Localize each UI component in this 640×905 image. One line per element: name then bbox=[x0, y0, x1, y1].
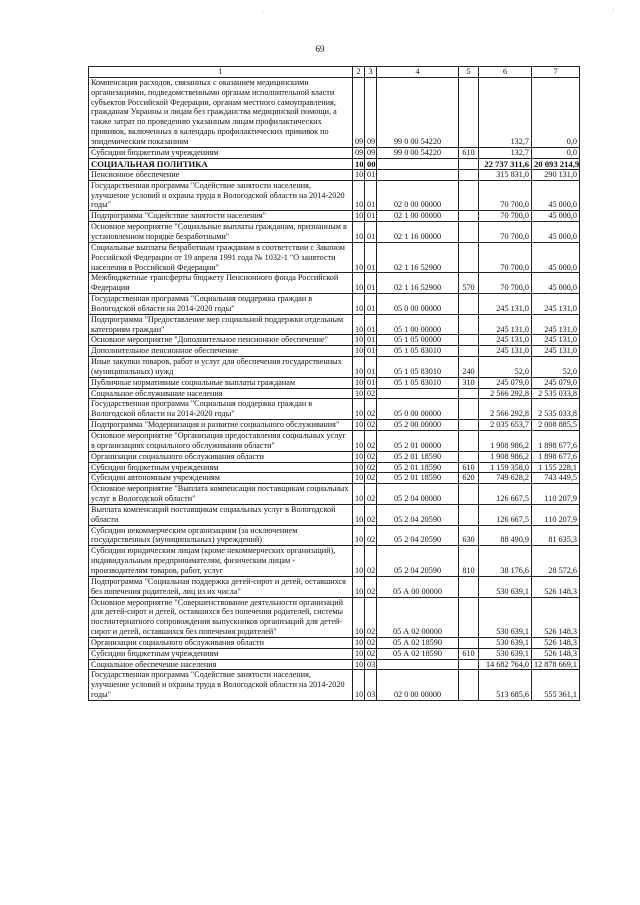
amount-2020-cell: 526 148,3 bbox=[532, 597, 580, 637]
subsection-code-cell: 02 bbox=[365, 473, 377, 484]
amount-2019-cell: 132,7 bbox=[479, 77, 532, 147]
section-code-cell: 10 bbox=[353, 294, 365, 315]
amount-2020-cell: 45 000,0 bbox=[532, 222, 580, 243]
target-article-cell bbox=[377, 388, 459, 399]
expense-type-cell bbox=[459, 211, 479, 222]
target-article-cell: 05 1 05 83010 bbox=[377, 377, 459, 388]
expense-type-cell bbox=[459, 222, 479, 243]
expense-type-cell: 310 bbox=[459, 377, 479, 388]
amount-2019-cell: 22 737 311,6 bbox=[479, 158, 532, 169]
amount-2020-cell: 245 131,0 bbox=[532, 294, 580, 315]
subsection-code-cell: 02 bbox=[365, 399, 377, 420]
row-name-cell: Субсидии некоммерческим организациям (за исключением государственных (муниципальных) учреждений) bbox=[89, 525, 353, 546]
row-name-cell: Государственная программа "Содействие занятости населения, улучшение условий и охраны труда в Вологодской области на 2014-2020 годы" bbox=[89, 670, 353, 701]
table-row bbox=[89, 648, 580, 659]
subsection-code-cell: 01 bbox=[365, 314, 377, 335]
table-row bbox=[89, 659, 580, 670]
target-article-cell: 05 1 00 00000 bbox=[377, 314, 459, 335]
expense-type-cell bbox=[459, 420, 479, 431]
table-row bbox=[89, 294, 580, 315]
expense-type-cell: 570 bbox=[459, 273, 479, 294]
expense-type-cell bbox=[459, 431, 479, 452]
amount-2019-cell: 88 490,9 bbox=[479, 525, 532, 546]
amount-2020-cell: 110 207,9 bbox=[532, 484, 580, 505]
subsection-code-cell: 03 bbox=[365, 670, 377, 701]
amount-2020-cell: 110 207,9 bbox=[532, 504, 580, 525]
section-code-cell: 10 bbox=[353, 462, 365, 473]
row-name-cell: Подпрограмма "Социальная поддержка детей-сирот и детей, оставшихся без попечения родителей, лиц из их числа" bbox=[89, 576, 353, 597]
section-code-cell: 10 bbox=[353, 346, 365, 357]
expense-type-cell bbox=[459, 335, 479, 346]
section-code-cell: 10 bbox=[353, 158, 365, 169]
row-name-cell: Государственная программа "Социальная поддержка граждан в Вологодской области на 2014-2020 годы" bbox=[89, 294, 353, 315]
target-article-cell: 99 0 00 54220 bbox=[377, 77, 459, 147]
target-article-cell: 05 2 01 18590 bbox=[377, 451, 459, 462]
expense-type-cell bbox=[459, 77, 479, 147]
table-row bbox=[89, 597, 580, 637]
row-name-cell: Основное мероприятие "Совершенствование деятельности организаций для детей-сирот и детей, оставшихся без попечения родителей, системы постинтернатного сопровождения выпускников организаций для детей-сирот и детей, оставшихся без попечения родителей" bbox=[89, 597, 353, 637]
amount-2020-cell: 12 878 669,1 bbox=[532, 659, 580, 670]
amount-2020-cell: 526 148,3 bbox=[532, 637, 580, 648]
target-article-cell: 05 2 04 20590 bbox=[377, 546, 459, 577]
expense-type-cell bbox=[459, 169, 479, 180]
target-article-cell: 05 0 00 00000 bbox=[377, 294, 459, 315]
amount-2019-cell: 2 566 292,8 bbox=[479, 388, 532, 399]
amount-2019-cell: 14 682 764,0 bbox=[479, 659, 532, 670]
row-name-cell: Выплата компенсаций поставщикам социальных услуг в Вологодской области bbox=[89, 504, 353, 525]
table-row bbox=[89, 420, 580, 431]
amount-2020-cell: 2 535 033,8 bbox=[532, 399, 580, 420]
subsection-code-cell: 02 bbox=[365, 546, 377, 577]
table-row bbox=[89, 346, 580, 357]
amount-2019-cell: 530 639,1 bbox=[479, 637, 532, 648]
amount-2019-cell: 2 035 653,7 bbox=[479, 420, 532, 431]
target-article-cell: 05 2 04 20590 bbox=[377, 525, 459, 546]
amount-2020-cell: 45 000,0 bbox=[532, 180, 580, 211]
expense-type-cell bbox=[459, 346, 479, 357]
subsection-code-cell: 02 bbox=[365, 462, 377, 473]
expense-type-cell: 610 bbox=[459, 147, 479, 158]
table-row bbox=[89, 525, 580, 546]
section-code-cell: 10 bbox=[353, 451, 365, 462]
row-name-cell: Подпрограмма "Предоставление мер социальной поддержки отдельным категориям граждан" bbox=[89, 314, 353, 335]
section-code-cell: 10 bbox=[353, 420, 365, 431]
table-row bbox=[89, 77, 580, 147]
row-name-cell: Основное мероприятие "Дополнительное пенсионное обеспечение" bbox=[89, 335, 353, 346]
amount-2019-cell: 315 831,0 bbox=[479, 169, 532, 180]
amount-2020-cell: 52,0 bbox=[532, 357, 580, 378]
expense-type-cell bbox=[459, 637, 479, 648]
amount-2019-cell: 530 639,1 bbox=[479, 648, 532, 659]
amount-2019-cell: 70 700,0 bbox=[479, 242, 532, 273]
target-article-cell: 05 1 05 83010 bbox=[377, 357, 459, 378]
table-row bbox=[89, 357, 580, 378]
amount-2019-cell: 530 639,1 bbox=[479, 576, 532, 597]
header-cell: 6 bbox=[479, 67, 532, 78]
row-name-cell: СОЦИАЛЬНАЯ ПОЛИТИКА bbox=[89, 158, 353, 169]
amount-2020-cell: 290 131,0 bbox=[532, 169, 580, 180]
row-name-cell: Основное мероприятие "Организация предоставления социальных услуг в организациях социального обслуживания области" bbox=[89, 431, 353, 452]
table-row bbox=[89, 169, 580, 180]
row-name-cell: Основное мероприятие "Социальные выплаты гражданам, признанным в установленном порядке безработными" bbox=[89, 222, 353, 243]
expense-type-cell: 610 bbox=[459, 462, 479, 473]
header-cell: 2 bbox=[353, 67, 365, 78]
section-code-cell: 10 bbox=[353, 273, 365, 294]
subsection-code-cell: 01 bbox=[365, 180, 377, 211]
section-code-cell: 10 bbox=[353, 597, 365, 637]
section-code-cell: 10 bbox=[353, 169, 365, 180]
amount-2019-cell: 530 639,1 bbox=[479, 597, 532, 637]
amount-2019-cell: 245 131,0 bbox=[479, 335, 532, 346]
header-cell: 1 bbox=[89, 67, 353, 78]
amount-2019-cell: 245 079,0 bbox=[479, 377, 532, 388]
amount-2020-cell: 28 572,6 bbox=[532, 546, 580, 577]
row-name-cell: Подпрограмма "Содействие занятости населения" bbox=[89, 211, 353, 222]
target-article-cell bbox=[377, 158, 459, 169]
section-code-cell: 10 bbox=[353, 473, 365, 484]
expense-type-cell bbox=[459, 504, 479, 525]
target-article-cell: 05 0 00 00000 bbox=[377, 399, 459, 420]
section-code-cell: 10 bbox=[353, 242, 365, 273]
page-number: 69 bbox=[315, 44, 325, 54]
target-article-cell: 05 2 04 20590 bbox=[377, 504, 459, 525]
section-code-cell: 09 bbox=[353, 77, 365, 147]
amount-2020-cell: 526 148,3 bbox=[532, 576, 580, 597]
row-name-cell: Межбюджетные трансферты бюджету Пенсионного фонда Российской Федерации bbox=[89, 273, 353, 294]
amount-2020-cell: 0,0 bbox=[532, 147, 580, 158]
target-article-cell: 05 2 01 18590 bbox=[377, 473, 459, 484]
budget-table bbox=[88, 66, 580, 701]
expense-type-cell bbox=[459, 180, 479, 211]
target-article-cell: 02 1 16 00000 bbox=[377, 222, 459, 243]
row-name-cell: Организации социального обслуживания области bbox=[89, 451, 353, 462]
table-row bbox=[89, 473, 580, 484]
table-row bbox=[89, 399, 580, 420]
row-name-cell: Дополнительное пенсионное обеспечение bbox=[89, 346, 353, 357]
row-name-cell: Субсидии юридическим лицам (кроме некоммерческих организаций), индивидуальным предпринимателям, физическим лицам - производителям товаров, работ, услуг bbox=[89, 546, 353, 577]
row-name-cell: Субсидии бюджетным учреждениям bbox=[89, 147, 353, 158]
expense-type-cell bbox=[459, 670, 479, 701]
subsection-code-cell: 02 bbox=[365, 576, 377, 597]
row-name-cell: Организации социального обслуживания области bbox=[89, 637, 353, 648]
amount-2020-cell: 1 898 677,6 bbox=[532, 431, 580, 452]
table-row bbox=[89, 158, 580, 169]
section-code-cell: 10 bbox=[353, 670, 365, 701]
subsection-code-cell: 01 bbox=[365, 346, 377, 357]
subsection-code-cell: 02 bbox=[365, 597, 377, 637]
amount-2019-cell: 70 700,0 bbox=[479, 180, 532, 211]
expense-type-cell bbox=[459, 294, 479, 315]
subsection-code-cell: 01 bbox=[365, 169, 377, 180]
subsection-code-cell: 01 bbox=[365, 242, 377, 273]
subsection-code-cell: 02 bbox=[365, 451, 377, 462]
amount-2019-cell: 513 685,6 bbox=[479, 670, 532, 701]
section-code-cell: 10 bbox=[353, 525, 365, 546]
amount-2019-cell: 1 908 986,2 bbox=[479, 431, 532, 452]
amount-2020-cell: 1 155 228,1 bbox=[532, 462, 580, 473]
target-article-cell: 05 А 00 00000 bbox=[377, 576, 459, 597]
table-row bbox=[89, 314, 580, 335]
table-row bbox=[89, 388, 580, 399]
amount-2019-cell: 132,7 bbox=[479, 147, 532, 158]
section-code-cell: 10 bbox=[353, 546, 365, 577]
amount-2020-cell: 743 449,5 bbox=[532, 473, 580, 484]
row-name-cell: Пенсионное обеспечение bbox=[89, 169, 353, 180]
target-article-cell: 05 1 05 83010 bbox=[377, 346, 459, 357]
subsection-code-cell: 01 bbox=[365, 377, 377, 388]
expense-type-cell bbox=[459, 597, 479, 637]
scan-mark: · bbox=[262, 8, 265, 16]
target-article-cell: 02 1 16 52900 bbox=[377, 242, 459, 273]
expense-type-cell bbox=[459, 659, 479, 670]
amount-2020-cell: 0,0 bbox=[532, 77, 580, 147]
expense-type-cell bbox=[459, 451, 479, 462]
expense-type-cell bbox=[459, 484, 479, 505]
table-row bbox=[89, 484, 580, 505]
expense-type-cell bbox=[459, 576, 479, 597]
amount-2020-cell: 45 000,0 bbox=[532, 273, 580, 294]
amount-2020-cell: 20 093 214,9 bbox=[532, 158, 580, 169]
target-article-cell: 05 А 02 18590 bbox=[377, 648, 459, 659]
target-article-cell: 05 2 01 00000 bbox=[377, 431, 459, 452]
section-code-cell: 10 bbox=[353, 399, 365, 420]
section-code-cell: 10 bbox=[353, 637, 365, 648]
amount-2020-cell: 526 148,3 bbox=[532, 648, 580, 659]
amount-2020-cell: 245 131,0 bbox=[532, 314, 580, 335]
table-row bbox=[89, 451, 580, 462]
subsection-code-cell: 01 bbox=[365, 211, 377, 222]
table-row bbox=[89, 576, 580, 597]
amount-2019-cell: 70 700,0 bbox=[479, 273, 532, 294]
subsection-code-cell: 02 bbox=[365, 420, 377, 431]
subsection-code-cell: 02 bbox=[365, 431, 377, 452]
row-name-cell: Иные закупки товаров, работ и услуг для обеспечения государственных (муниципальных) нужд bbox=[89, 357, 353, 378]
expense-type-cell: 620 bbox=[459, 473, 479, 484]
amount-2019-cell: 126 667,5 bbox=[479, 484, 532, 505]
row-name-cell: Субсидии бюджетным учреждениям bbox=[89, 648, 353, 659]
amount-2019-cell: 749 628,2 bbox=[479, 473, 532, 484]
table-row bbox=[89, 462, 580, 473]
section-code-cell: 10 bbox=[353, 484, 365, 505]
row-name-cell: Субсидии автономным учреждениям bbox=[89, 473, 353, 484]
table-row bbox=[89, 546, 580, 577]
expense-type-cell bbox=[459, 158, 479, 169]
section-code-cell: 10 bbox=[353, 211, 365, 222]
amount-2019-cell: 245 131,0 bbox=[479, 314, 532, 335]
table-row bbox=[89, 147, 580, 158]
subsection-code-cell: 02 bbox=[365, 388, 377, 399]
amount-2020-cell: 1 898 677,6 bbox=[532, 451, 580, 462]
amount-2020-cell: 45 000,0 bbox=[532, 242, 580, 273]
row-name-cell: Социальное обеспечение населения bbox=[89, 659, 353, 670]
row-name-cell: Основное мероприятие "Выплата компенсации поставщикам социальных услуг в Вологодской области" bbox=[89, 484, 353, 505]
section-code-cell: 10 bbox=[353, 388, 365, 399]
amount-2019-cell: 1 908 986,2 bbox=[479, 451, 532, 462]
table-row bbox=[89, 377, 580, 388]
expense-type-cell bbox=[459, 314, 479, 335]
subsection-code-cell: 01 bbox=[365, 335, 377, 346]
row-name-cell: Подпрограмма "Модернизация и развитие социального обслуживания" bbox=[89, 420, 353, 431]
expense-type-cell bbox=[459, 388, 479, 399]
table-row bbox=[89, 504, 580, 525]
amount-2019-cell: 70 700,0 bbox=[479, 222, 532, 243]
target-article-cell: 02 1 00 00000 bbox=[377, 211, 459, 222]
subsection-code-cell: 01 bbox=[365, 357, 377, 378]
target-article-cell: 05 2 01 18590 bbox=[377, 462, 459, 473]
target-article-cell bbox=[377, 659, 459, 670]
section-code-cell: 10 bbox=[353, 314, 365, 335]
row-name-cell: Компенсация расходов, связанных с оказанием медицинскими организациями, подведомственными органам исполнительной власти субъектов Российской Федерации, органам местного самоуправления, гражданам Украины и лицам без гражданства медицинской помощи, а также затрат по проведению указанным лицам профилактических прививок, включенных в календарь профилактических прививок по эпидемическим показаниям bbox=[89, 77, 353, 147]
subsection-code-cell: 02 bbox=[365, 484, 377, 505]
subsection-code-cell: 09 bbox=[365, 77, 377, 147]
target-article-cell: 05 1 05 00000 bbox=[377, 335, 459, 346]
section-code-cell: 10 bbox=[353, 222, 365, 243]
amount-2019-cell: 52,0 bbox=[479, 357, 532, 378]
subsection-code-cell: 02 bbox=[365, 525, 377, 546]
section-code-cell: 10 bbox=[353, 357, 365, 378]
amount-2019-cell: 70 700,0 bbox=[479, 211, 532, 222]
header-cell: 7 bbox=[532, 67, 580, 78]
table-header-row bbox=[89, 67, 580, 78]
table-row bbox=[89, 431, 580, 452]
target-article-cell: 05 2 04 00000 bbox=[377, 484, 459, 505]
budget-table-body bbox=[89, 67, 580, 701]
subsection-code-cell: 01 bbox=[365, 222, 377, 243]
target-article-cell: 05 А 02 18590 bbox=[377, 637, 459, 648]
amount-2020-cell: 45 000,0 bbox=[532, 211, 580, 222]
table-row bbox=[89, 211, 580, 222]
table-row bbox=[89, 273, 580, 294]
row-name-cell: Субсидии бюджетным учреждениям bbox=[89, 462, 353, 473]
target-article-cell: 02 0 00 00000 bbox=[377, 180, 459, 211]
section-code-cell: 10 bbox=[353, 504, 365, 525]
target-article-cell: 02 1 16 52900 bbox=[377, 273, 459, 294]
table-row bbox=[89, 242, 580, 273]
header-cell: 3 bbox=[365, 67, 377, 78]
row-name-cell: Социальные выплаты безработным гражданам в соответствии с Законом Российской Федерации от 19 апреля 1991 года № 1032-1 "О занятости населения в Российской Федерации" bbox=[89, 242, 353, 273]
amount-2019-cell: 38 176,6 bbox=[479, 546, 532, 577]
amount-2019-cell: 245 131,0 bbox=[479, 346, 532, 357]
expense-type-cell: 810 bbox=[459, 546, 479, 577]
expense-type-cell: 630 bbox=[459, 525, 479, 546]
amount-2019-cell: 126 667,5 bbox=[479, 504, 532, 525]
row-name-cell: Государственная программа "Социальная поддержка граждан в Вологодской области на 2014-2020 годы" bbox=[89, 399, 353, 420]
table-row bbox=[89, 335, 580, 346]
expense-type-cell: 240 bbox=[459, 357, 479, 378]
target-article-cell: 02 0 00 00000 bbox=[377, 670, 459, 701]
amount-2020-cell: 245 131,0 bbox=[532, 346, 580, 357]
amount-2019-cell: 245 131,0 bbox=[479, 294, 532, 315]
table-row bbox=[89, 670, 580, 701]
amount-2020-cell: 81 635,3 bbox=[532, 525, 580, 546]
expense-type-cell bbox=[459, 242, 479, 273]
table-row bbox=[89, 637, 580, 648]
section-code-cell: 10 bbox=[353, 431, 365, 452]
target-article-cell: 99 0 00 54220 bbox=[377, 147, 459, 158]
amount-2020-cell: 245 131,0 bbox=[532, 335, 580, 346]
subsection-code-cell: 02 bbox=[365, 648, 377, 659]
subsection-code-cell: 02 bbox=[365, 504, 377, 525]
section-code-cell: 10 bbox=[353, 377, 365, 388]
header-cell: 4 bbox=[377, 67, 459, 78]
section-code-cell: 10 bbox=[353, 659, 365, 670]
target-article-cell bbox=[377, 169, 459, 180]
amount-2020-cell: 555 361,1 bbox=[532, 670, 580, 701]
expense-type-cell: 610 bbox=[459, 648, 479, 659]
amount-2020-cell: 2 535 033,8 bbox=[532, 388, 580, 399]
target-article-cell: 05 2 00 00000 bbox=[377, 420, 459, 431]
amount-2020-cell: 2 008 885,5 bbox=[532, 420, 580, 431]
scan-mark: · bbox=[612, 6, 615, 14]
subsection-code-cell: 01 bbox=[365, 294, 377, 315]
section-code-cell: 10 bbox=[353, 576, 365, 597]
amount-2019-cell: 1 159 358,0 bbox=[479, 462, 532, 473]
header-cell: 5 bbox=[459, 67, 479, 78]
table-row bbox=[89, 222, 580, 243]
section-code-cell: 10 bbox=[353, 648, 365, 659]
subsection-code-cell: 02 bbox=[365, 637, 377, 648]
row-name-cell: Публичные нормативные социальные выплаты гражданам bbox=[89, 377, 353, 388]
subsection-code-cell: 00 bbox=[365, 158, 377, 169]
amount-2019-cell: 2 566 292,8 bbox=[479, 399, 532, 420]
target-article-cell: 05 А 02 00000 bbox=[377, 597, 459, 637]
subsection-code-cell: 09 bbox=[365, 147, 377, 158]
section-code-cell: 09 bbox=[353, 147, 365, 158]
row-name-cell: Социальное обслуживание населения bbox=[89, 388, 353, 399]
subsection-code-cell: 03 bbox=[365, 659, 377, 670]
section-code-cell: 10 bbox=[353, 180, 365, 211]
table-row bbox=[89, 180, 580, 211]
subsection-code-cell: 01 bbox=[365, 273, 377, 294]
row-name-cell: Государственная программа "Содействие занятости населения, улучшение условий и охраны труда в Вологодской области на 2014-2020 годы" bbox=[89, 180, 353, 211]
section-code-cell: 10 bbox=[353, 335, 365, 346]
expense-type-cell bbox=[459, 399, 479, 420]
amount-2020-cell: 245 079,0 bbox=[532, 377, 580, 388]
